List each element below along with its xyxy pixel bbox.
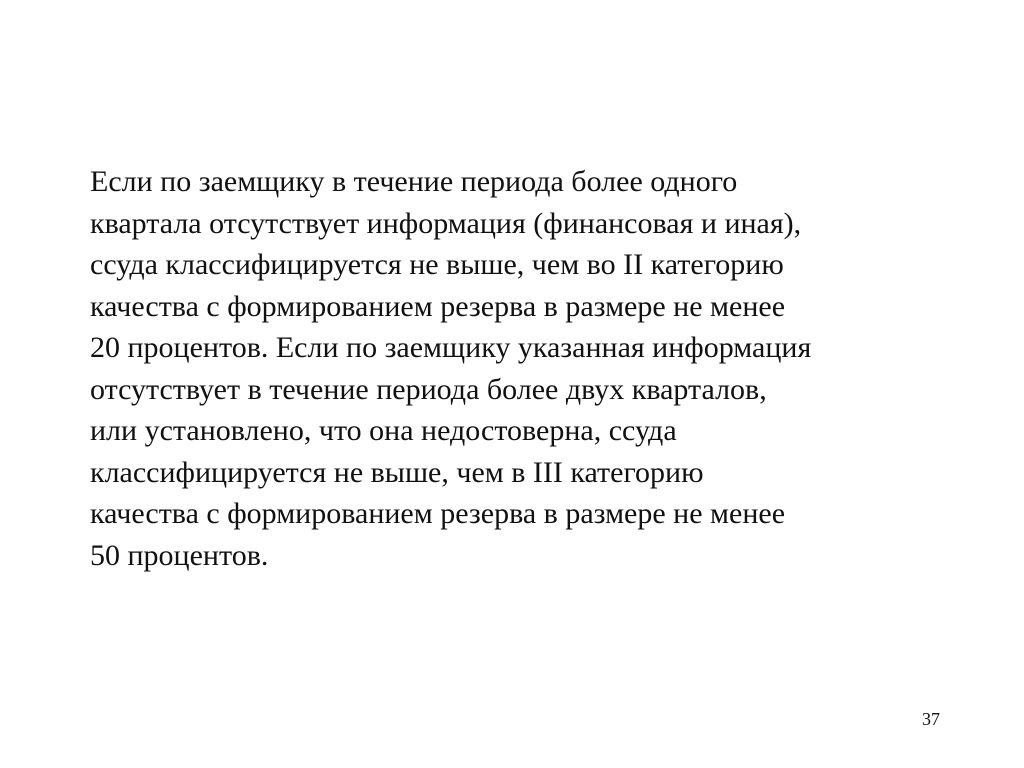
- body-text-line: ссуда классифицируется не выше, чем во II категорию: [90, 248, 784, 281]
- body-text-line: качества с формированием резерва в размере не менее: [90, 497, 786, 530]
- body-text-line: Если по заемщику в течение периода более одного: [90, 165, 738, 198]
- slide-page-number: 37: [922, 709, 940, 729]
- body-text-line: 20 процентов. Если по заемщику указанная информация: [90, 331, 812, 364]
- body-text-line: классифицируется не выше, чем в III категорию: [90, 455, 704, 489]
- body-text-line: или установлено, что она недостоверна, ссуда: [90, 414, 677, 447]
- body-text-line: 50 процентов.: [90, 538, 269, 572]
- body-text-line: отсутствует в течение периода более двух кварталов,: [90, 372, 767, 406]
- body-text-line: квартала отсутствует информация (финансовая и иная),: [90, 206, 802, 240]
- body-text-line: качества с формированием резерва в размере не менее: [90, 289, 786, 323]
- slide-body-text: [90, 161, 970, 576]
